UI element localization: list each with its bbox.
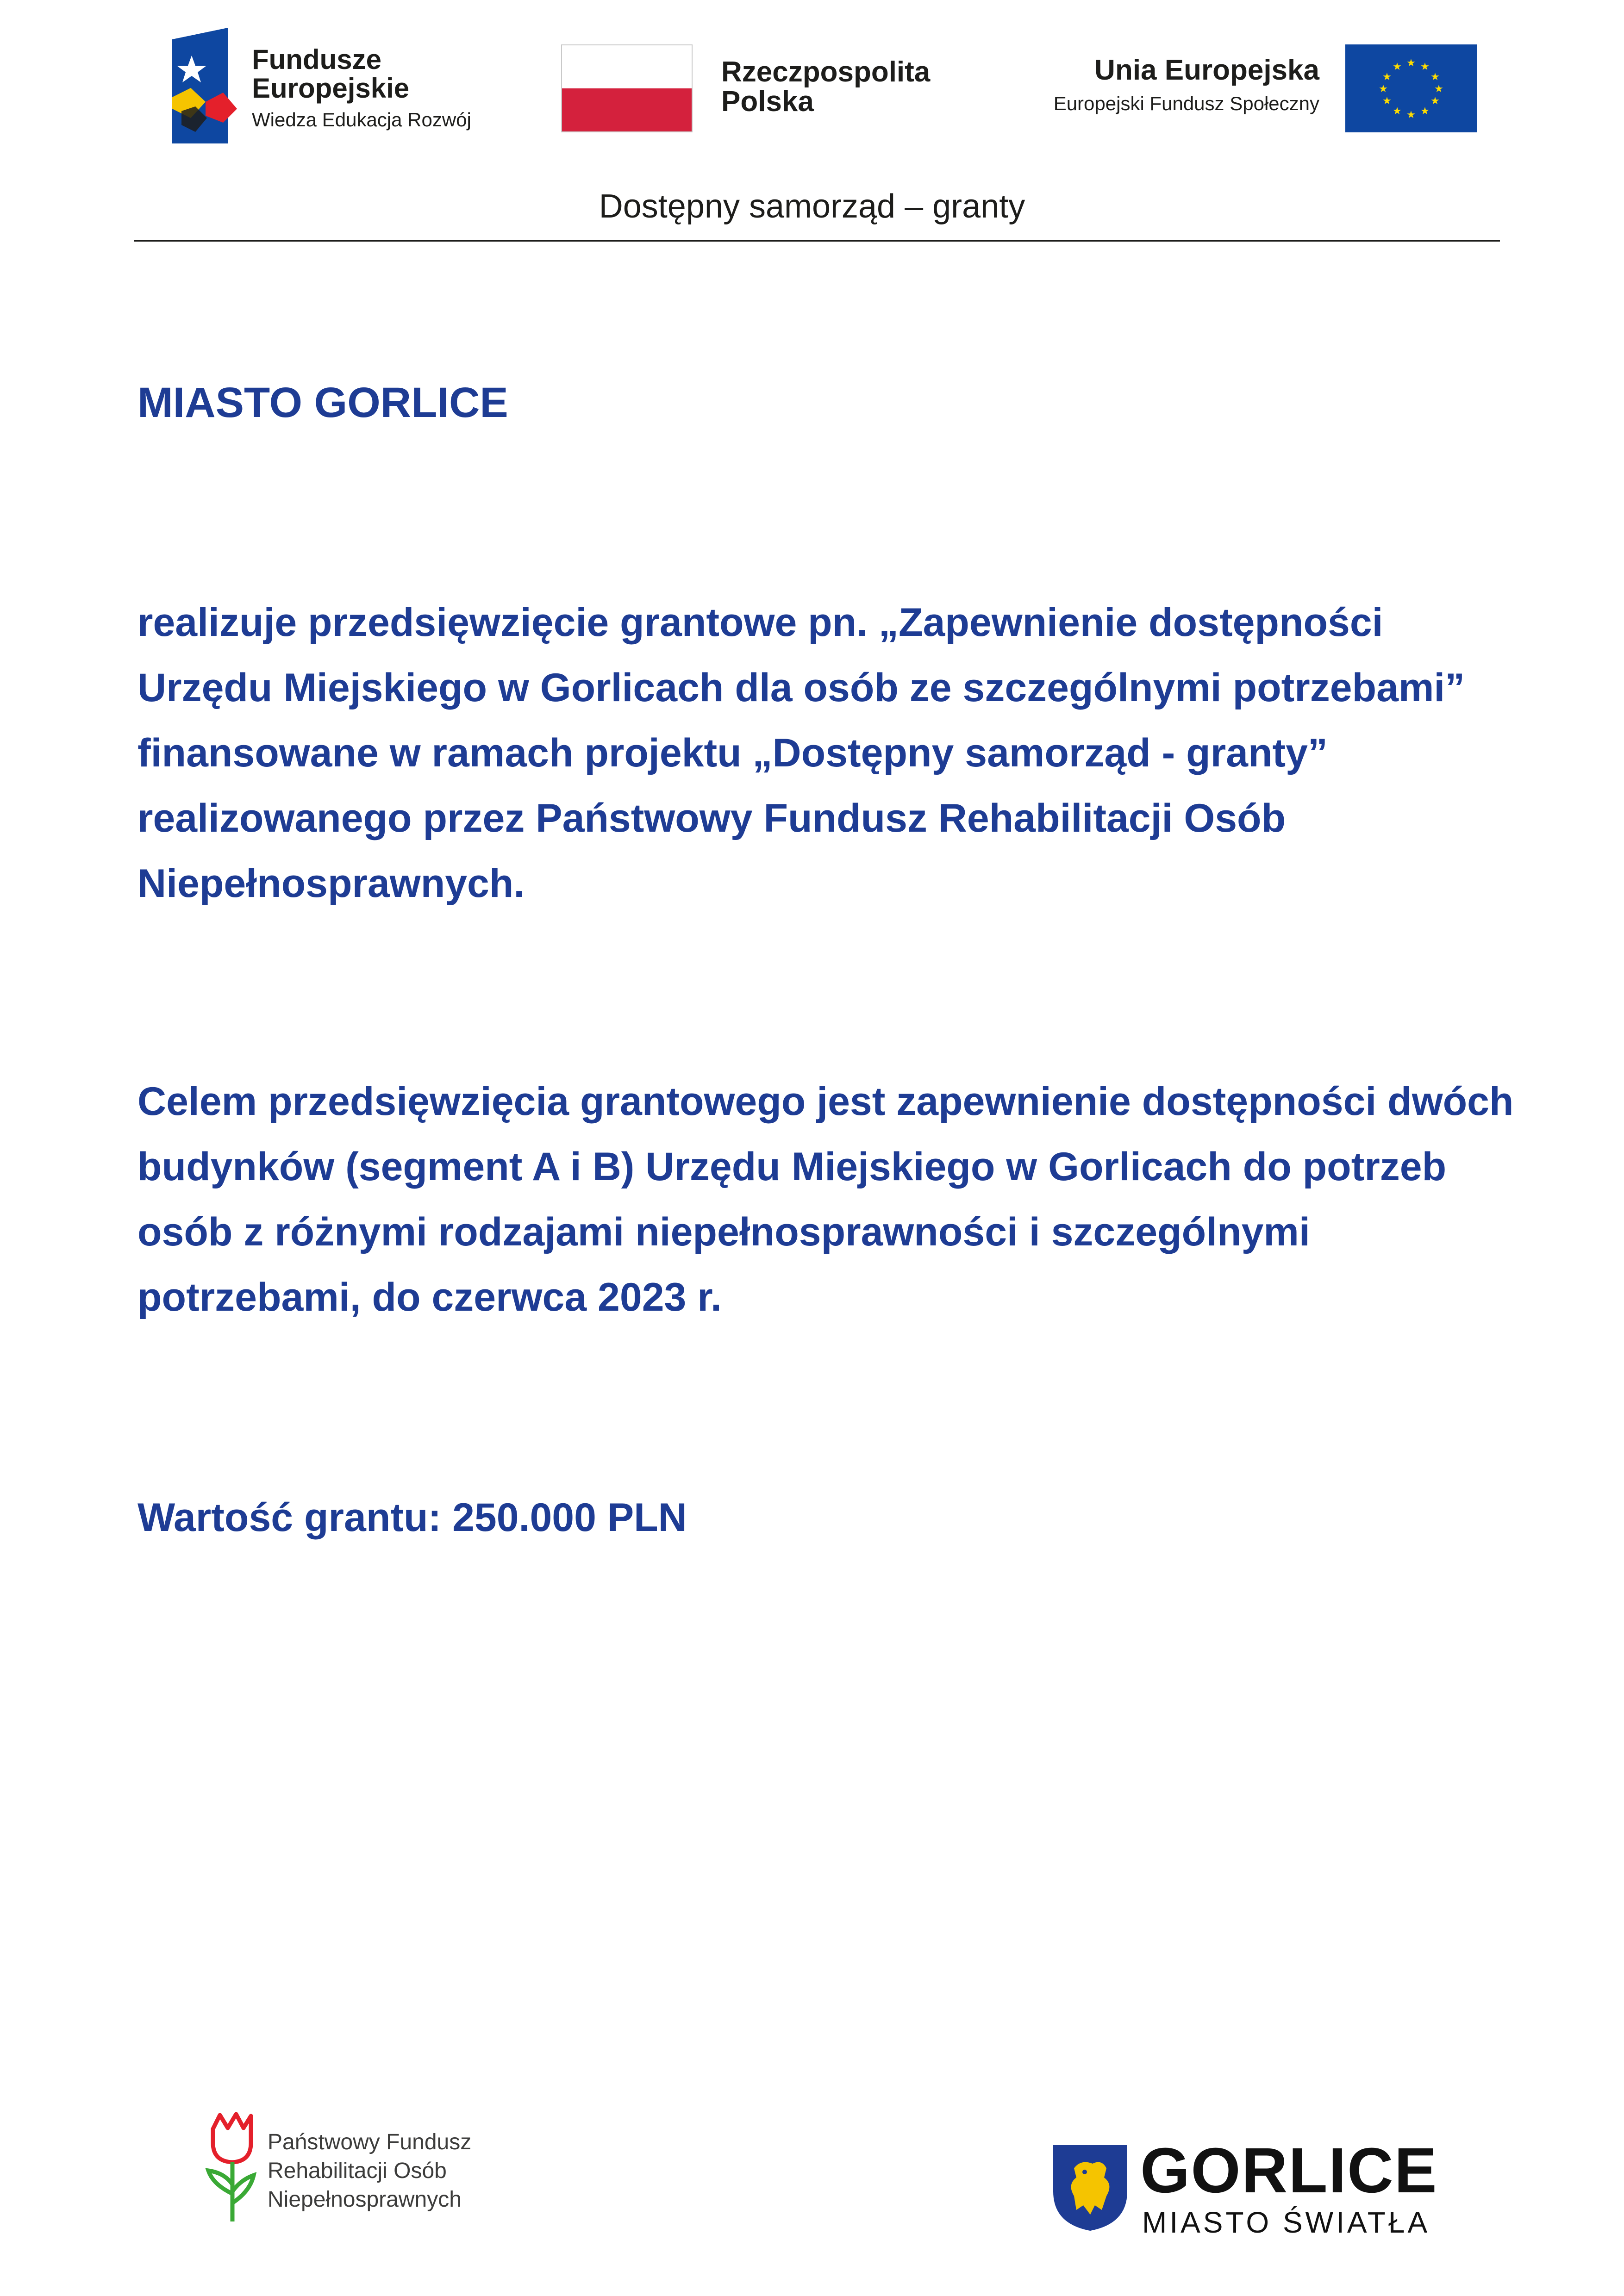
pfron-name: Państwowy Fundusz Rehabilitacji Osób Niepełnosprawnych [268, 2130, 472, 2212]
gorlice-logo [1049, 2135, 1474, 2239]
city-heading: MIASTO GORLICE [137, 379, 508, 426]
polska-name: Rzeczpospolita Polska [721, 56, 931, 118]
svg-text:★: ★ [1420, 61, 1430, 73]
gorlice-name: GORLICE [1140, 2135, 1438, 2206]
project-description: realizuje przedsięwzięcie grantowe pn. „Zapewnienie dostępności Urzędu Miejskiego w Gorlicach dla osób ze szczególnymi potrzebami” finansowane w ramach projektu „Dostępny samorząd - granty” realizowanego przez Państwowy Fundusz Rehabilitacji Osób Niepełnosprawnych. [137, 600, 1465, 906]
svg-text:★: ★ [1382, 95, 1392, 107]
project-goal: Celem przedsięwzięcia grantowego jest zapewnienie dostępności dwóch budynków (segment A i B) Urzędu Miejskiego w Gorlicach do potrzeb osób z różnymi rodzajami niepełnosprawności i szczególnymi potrzebami, do czerwca 2023 r. [137, 1079, 1514, 1319]
header-caption: Dostępny samorząd – granty [599, 188, 1025, 225]
rzeczpospolita-polska-logo [561, 44, 968, 137]
svg-text:★: ★ [1406, 57, 1416, 69]
gorlice-tagline: MIASTO ŚWIATŁA [1142, 2206, 1430, 2239]
gorlice-coat-of-arms-icon [1049, 2140, 1132, 2233]
eu-flag-icon [1345, 44, 1477, 132]
svg-text:★: ★ [1379, 83, 1388, 95]
svg-text:★: ★ [1382, 71, 1392, 83]
pfron-logo [199, 2110, 532, 2226]
eu-subtitle: Europejski Fundusz Społeczny [1053, 93, 1319, 114]
fundusze-europejskie-emblem-icon [163, 28, 246, 148]
eu-title: Unia Europejska [1094, 54, 1319, 86]
svg-text:★: ★ [1420, 106, 1430, 117]
grant-value: Wartość grantu: 250.000 PLN [137, 1495, 687, 1540]
polish-flag-icon [561, 44, 693, 132]
unia-europejska-logo [1014, 44, 1477, 137]
header-divider [134, 240, 1500, 242]
svg-text:★: ★ [1430, 95, 1440, 107]
svg-text:★: ★ [1406, 109, 1416, 121]
pfron-tulip-icon [199, 2110, 264, 2226]
svg-text:★: ★ [1393, 106, 1402, 117]
fundusze-subtitle: Wiedza Edukacja Rozwój [252, 109, 471, 131]
svg-text:★: ★ [1430, 71, 1440, 83]
svg-text:★: ★ [1434, 83, 1443, 95]
svg-text:★: ★ [1393, 61, 1402, 73]
fundusze-europejskie-logo [163, 28, 496, 148]
fundusze-title: Fundusze Europejskie [252, 44, 410, 104]
